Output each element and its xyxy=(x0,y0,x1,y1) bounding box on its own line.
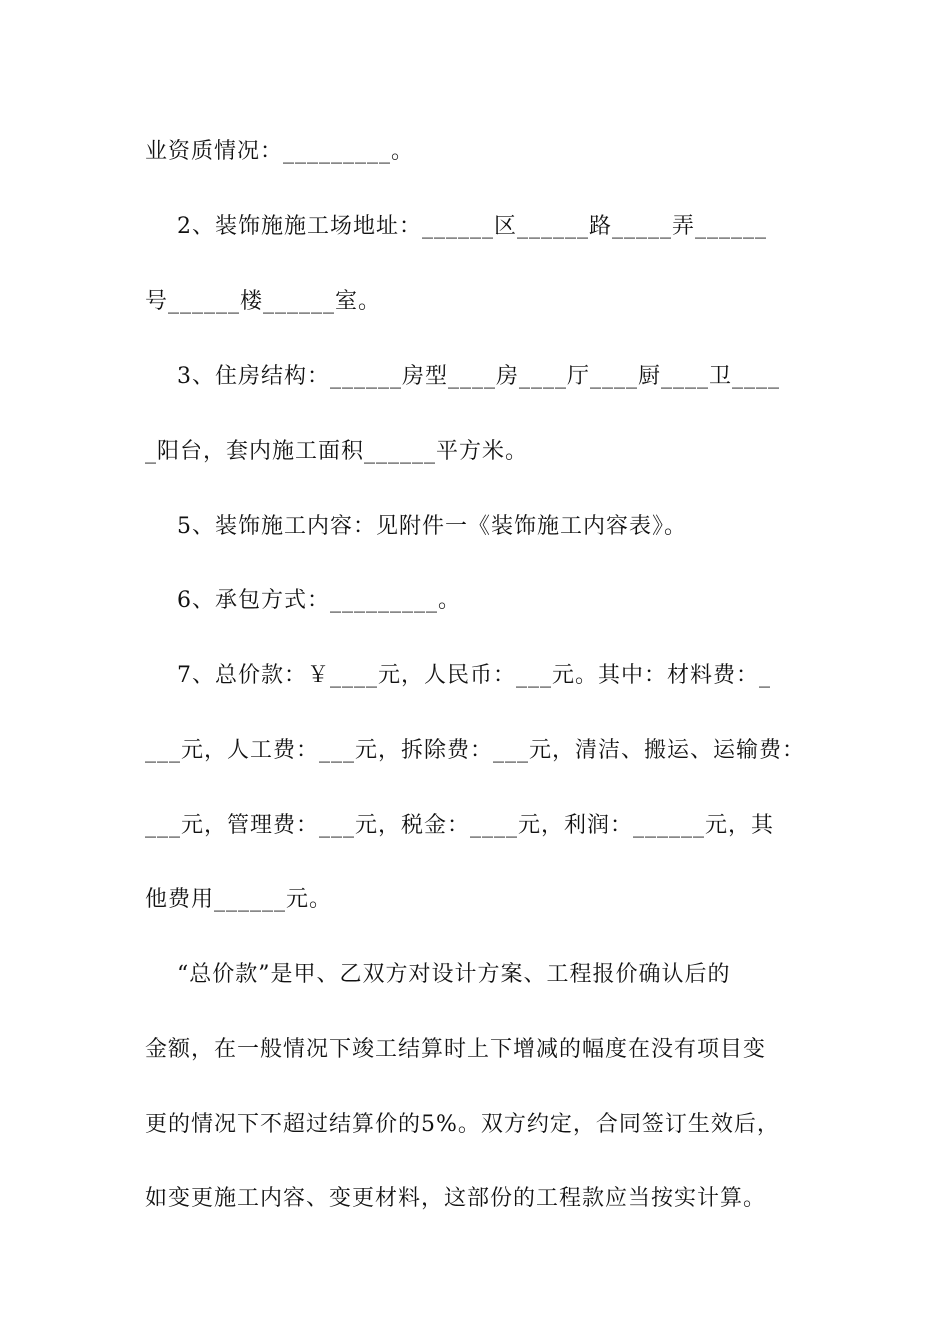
text-line-total-price-cont-1: ___元，人工费：___元，拆除费：___元，清洁、搬运、运输费： xyxy=(145,738,806,763)
text-line-housing-structure: 3、住房结构：______房型____房____厅____厨____卫____ xyxy=(145,364,780,389)
text-line-contract-mode: 6、承包方式：_________。 xyxy=(145,588,461,613)
text-line-qualification: 业资质情况：_________。 xyxy=(145,139,415,164)
text-line-site-address-cont: 号______楼______室。 xyxy=(145,289,382,314)
text-line-paragraph-1: “总价款”是甲、乙双方对设计方案、工程报价确认后的 xyxy=(145,962,731,987)
text-line-housing-structure-cont: _阳台，套内施工面积______平方米。 xyxy=(145,439,529,464)
text-line-construction-content: 5、装饰施工内容：见附件一《装饰施工内容表》。 xyxy=(145,514,687,539)
text-line-total-price-cont-2: ___元，管理费：___元，税金：____元，利润：______元，其 xyxy=(145,813,775,838)
text-line-site-address: 2、装饰施施工场地址：______区______路_____弄______ xyxy=(145,214,767,239)
text-line-total-price-cont-3: 他费用______元。 xyxy=(145,887,333,912)
text-line-total-price: 7、总价款：￥____元，人民币：___元。其中：材料费：_ xyxy=(145,663,771,688)
text-line-paragraph-3: 更的情况下不超过结算价的5%。双方约定，合同签订生效后， xyxy=(145,1112,780,1137)
text-line-paragraph-4: 如变更施工内容、变更材料，这部份的工程款应当按实计算。 xyxy=(145,1186,767,1211)
text-line-paragraph-2: 金额，在一般情况下竣工结算时上下增减的幅度在没有项目变 xyxy=(145,1037,767,1062)
